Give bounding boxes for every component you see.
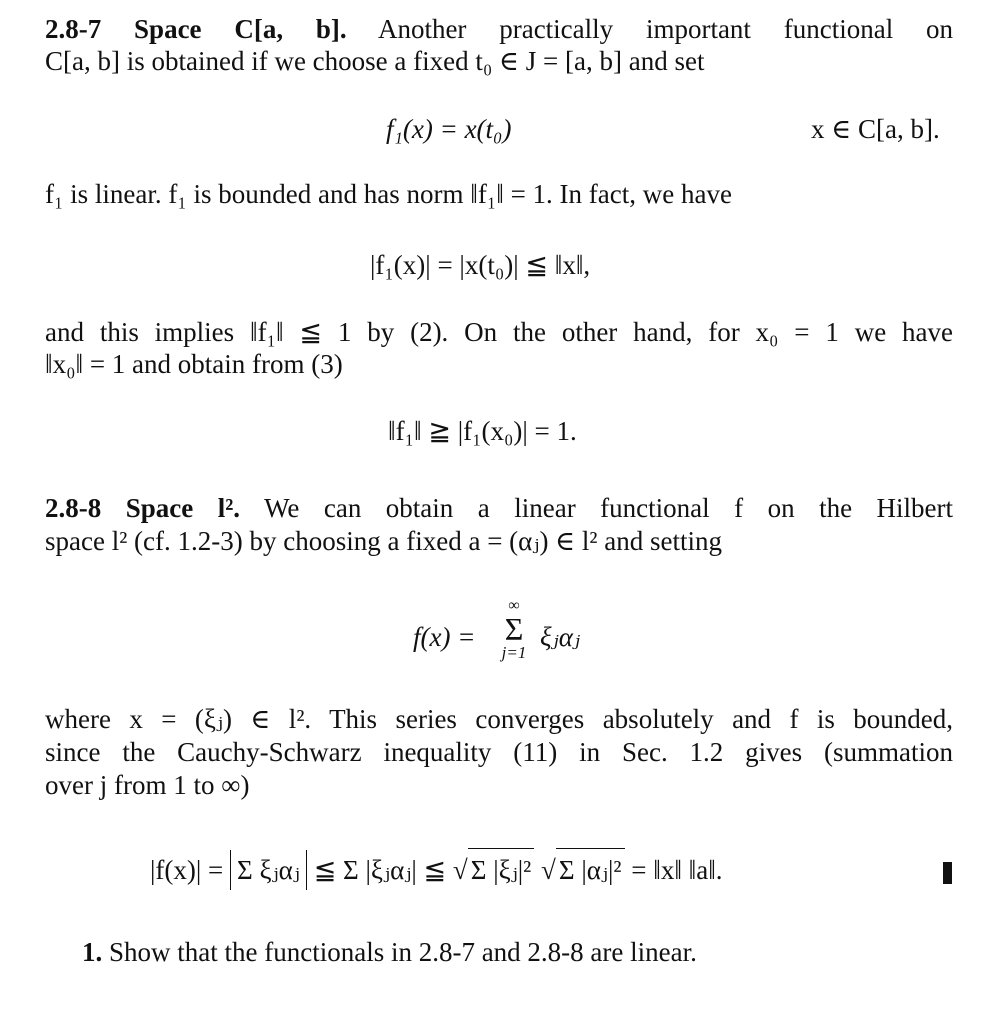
equation-f1-norm: ‖f₁‖ ≧ |f₁(x₀)| = 1. [388,416,577,446]
summation-upper-limit: ∞ [508,597,520,614]
summation-lower-limit: j=1 [501,643,527,662]
problem-1-text: Show that the functionals in 2.8-7 and 2.8-8 are linear. [109,937,697,967]
sec-2-8-8-line-1-text: We can obtain a linear functional f on the Hilbert [264,493,954,523]
sec-2-8-8-heading: 2.8-8 Space l². [45,493,241,523]
sec-2-8-7-line-1-text: Another practically important functional on [377,14,953,44]
equation-cs-abs-sum: Σ ξⱼαⱼ [230,850,307,890]
sec-2-8-7-line-2: C[a, b] is obtained if we choose a fixed t₀ ∈ J = [a, b] and set [45,46,705,76]
sec-2-8-8-line-4: since the Cauchy-Schwarz inequality (11) in Sec. 1.2 gives (summation [45,737,953,767]
sqrt-alpha-radicand: Σ |αⱼ|² [556,848,625,887]
equation-f1-domain: x ∈ C[a, b]. [811,114,940,144]
equation-cauchy-schwarz [150,848,723,890]
sec-2-8-8-line-5: over j from 1 to ∞) [45,770,250,800]
problem-1 [82,935,697,969]
equation-f-term: ξⱼαⱼ [540,622,580,652]
equation-f1-bound: |f₁(x)| = |x(t₀)| ≦ ‖x‖, [370,250,591,280]
sec-2-8-7-line-3: f₁ is linear. f₁ is bounded and has norm ‖f₁‖ = 1. In fact, we have [45,179,732,209]
problem-1-number: 1. [82,937,103,967]
equation-f1-definition: f₁(x) = x(t₀) [386,114,512,144]
end-of-proof-mark [943,862,952,884]
summation-sigma: Σ [504,611,524,647]
sec-2-8-7-heading: 2.8-7 Space C[a, b]. [45,14,347,44]
equation-cs-end: = ‖x‖ ‖a‖. [631,855,723,885]
sec-2-8-8-line-2: space l² (cf. 1.2-3) by choosing a fixed a = (αⱼ) ∈ l² and setting [45,526,722,556]
summation-symbol [492,598,536,662]
sec-2-8-7-line-1 [45,12,953,46]
sqrt-xi: √ Σ |ξⱼ|² [453,848,534,887]
equation-f-lhs: f(x) = [413,622,476,652]
sec-2-8-7-line-4: and this implies ‖f₁‖ ≦ 1 by (2). On the other hand, for x₀ = 1 we have [45,317,953,347]
sec-2-8-7-line-5: ‖x₀‖ = 1 and obtain from (3) [45,349,343,379]
equation-cs-middle: ≦ Σ |ξⱼαⱼ| ≦ [313,855,447,885]
sec-2-8-8-line-3: where x = (ξⱼ) ∈ l². This series converges absolutely and f is bounded, [45,704,953,734]
sec-2-8-8-line-1 [45,491,953,525]
sqrt-alpha: √ Σ |αⱼ|² [541,848,624,887]
equation-cs-lhs: |f(x)| = [150,855,224,885]
sqrt-xi-radicand: Σ |ξⱼ|² [468,848,535,887]
